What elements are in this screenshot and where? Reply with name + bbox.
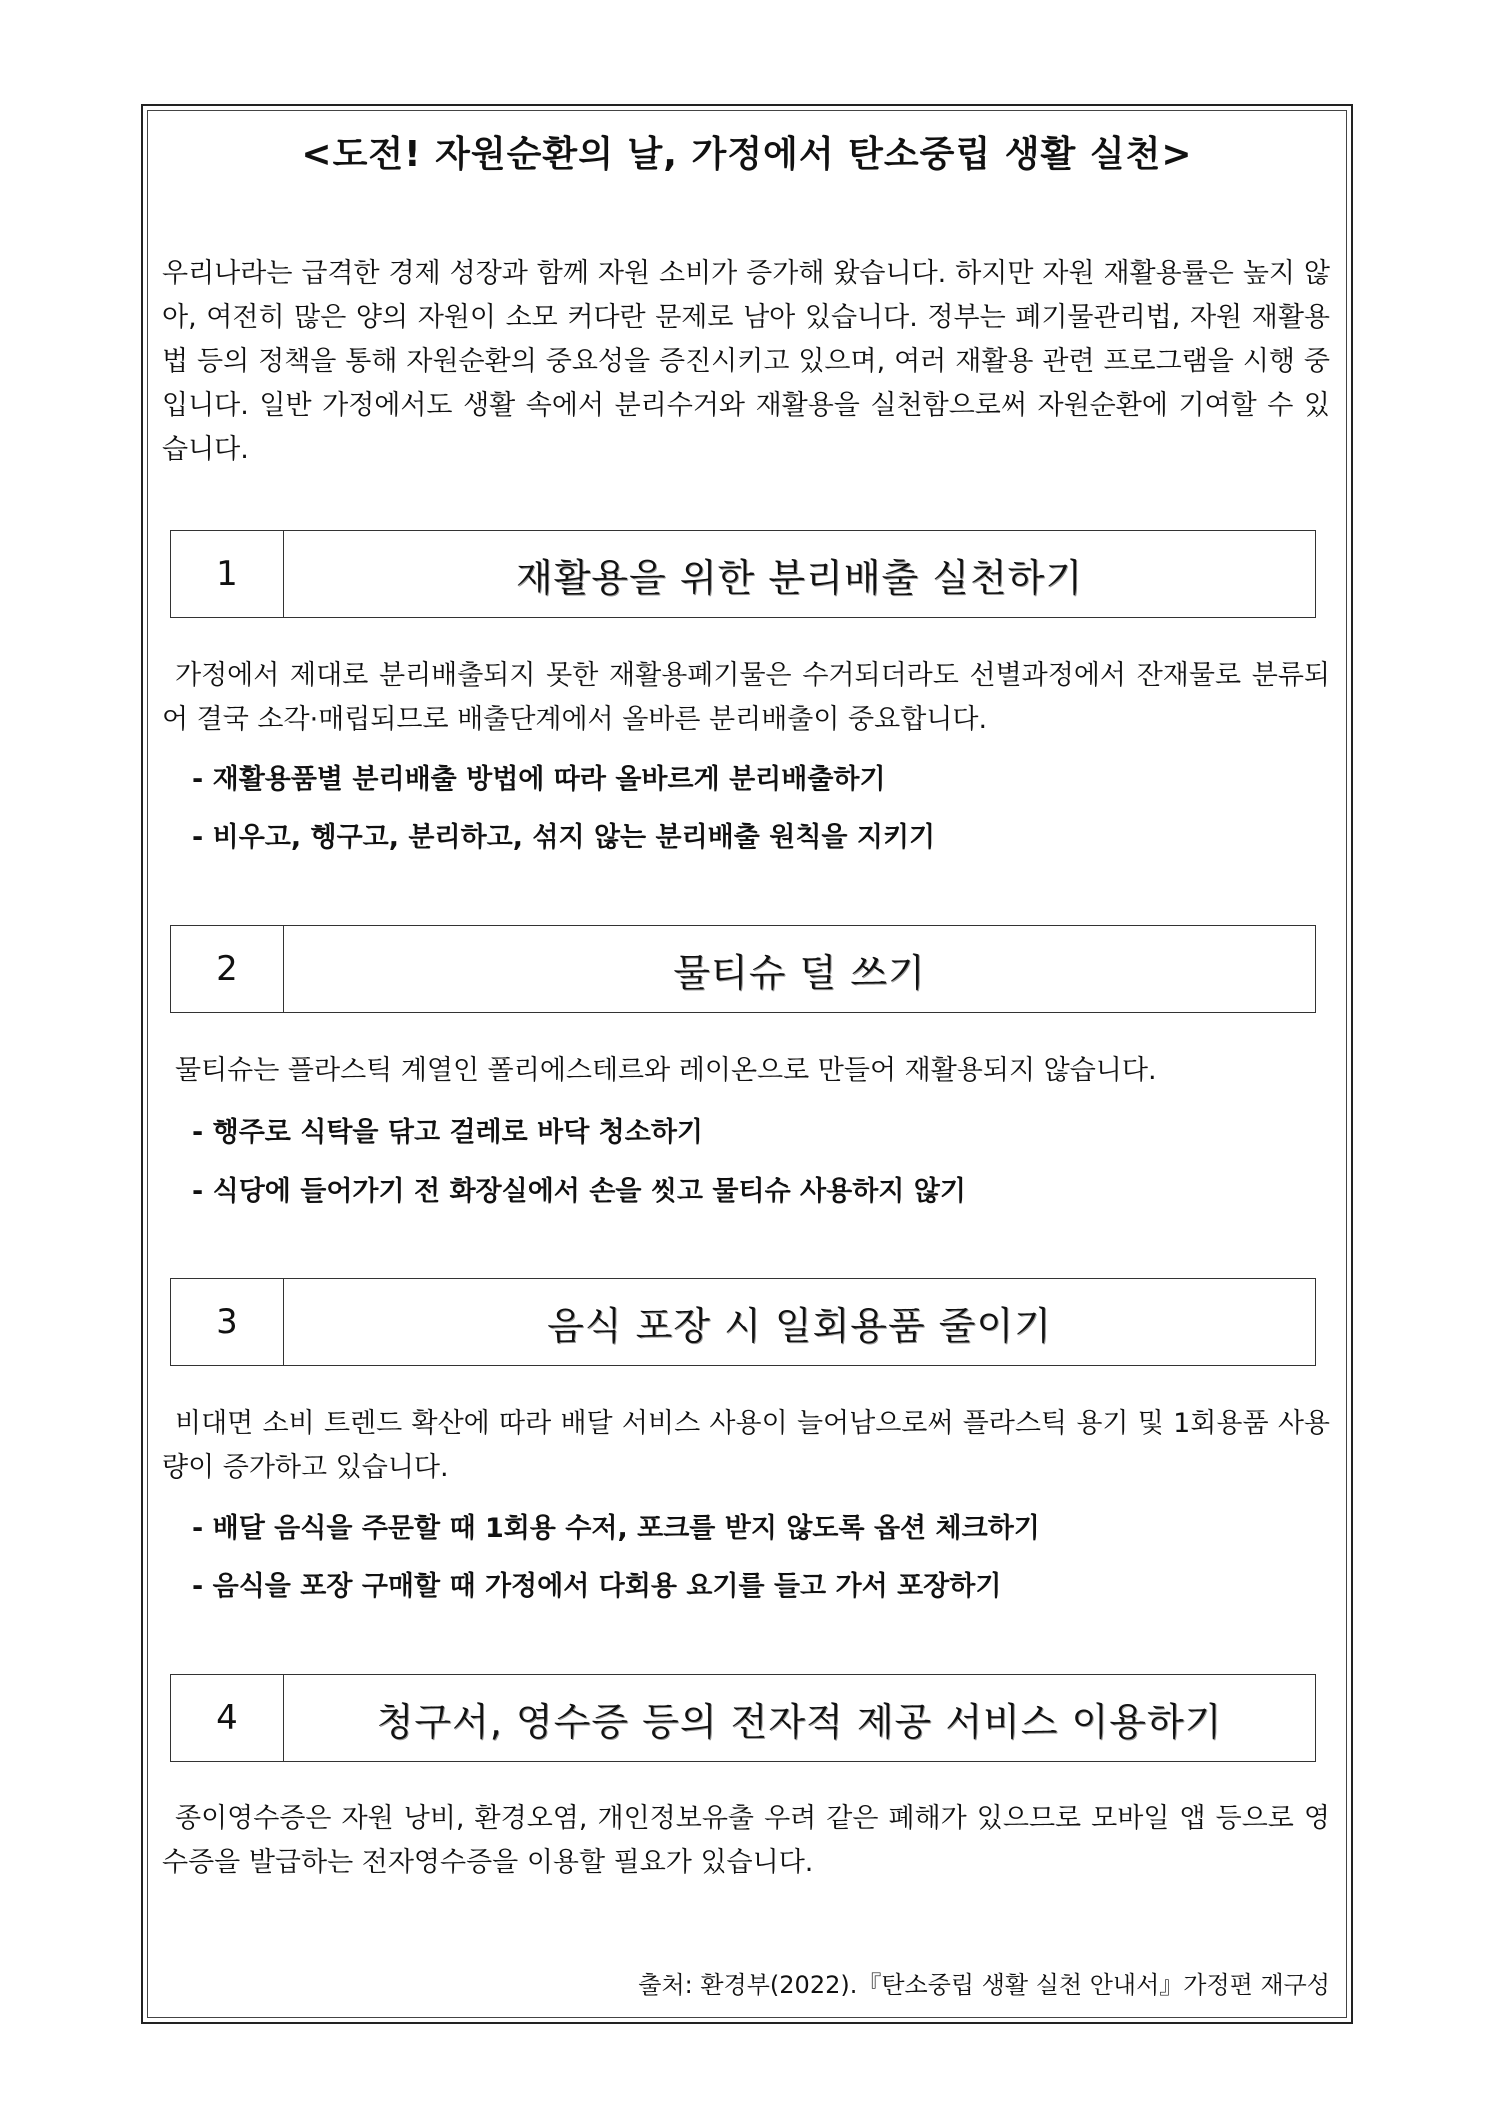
section-description-4: 종이영수증은 자원 낭비, 환경오염, 개인정보유출 우려 같은 폐해가 있으므로 모바일 앱 등으로 영수증을 발급하는 전자영수증을 이용할 필요가 있습니다.: [162, 1803, 1330, 1878]
section-description-3: 비대면 소비 트렌드 확산에 따라 배달 서비스 사용이 늘어남으로써 플라스틱 용기 및 1회용품 사용량이 증가하고 있습니다.: [162, 1408, 1330, 1483]
section-header-1: [170, 530, 1316, 618]
section-description-2: 물티슈는 플라스틱 계열인 폴리에스테르와 레이온으로 만들어 재활용되지 않습니다.: [175, 1055, 1157, 1086]
section-1-bullet-2: - 비우고, 헹구고, 분리하고, 섞지 않는 분리배출 원칙을 지키기: [192, 822, 936, 853]
section-number-4: 4: [171, 1675, 284, 1761]
section-title-3: 음식 포장 시 일회용품 줄이기: [547, 1303, 1052, 1348]
section-title-4: 청구서, 영수증 등의 전자적 제공 서비스 이용하기: [376, 1699, 1223, 1744]
section-1-bullet-1: - 재활용품별 분리배출 방법에 따라 올바르게 분리배출하기: [192, 764, 886, 795]
section-3-bullet-1: - 배달 음식을 주문할 때 1회용 수저, 포크를 받지 않도록 옵션 체크하기: [192, 1513, 1040, 1544]
page-title: <도전! 자원순환의 날, 가정에서 탄소중립 생활 실천>: [301, 134, 1193, 175]
section-header-3: [170, 1278, 1316, 1366]
source-citation: 출처: 환경부(2022).『탄소중립 생활 실천 안내서』가정편 재구성: [638, 1971, 1330, 1999]
section-2-bullet-1: - 행주로 식탁을 닦고 걸레로 바닥 청소하기: [192, 1117, 703, 1148]
section-title-1: 재활용을 위한 분리배출 실천하기: [515, 555, 1084, 600]
section-description-1: 가정에서 제대로 분리배출되지 못한 재활용폐기물은 수거되더라도 선별과정에서 잔재물로 분류되어 결국 소각·매립되므로 배출단계에서 올바른 분리배출이 중요합니다.: [162, 660, 1330, 735]
section-header-2: [170, 925, 1316, 1013]
section-2-bullet-2: - 식당에 들어가기 전 화장실에서 손을 씻고 물티슈 사용하지 않기: [192, 1176, 966, 1207]
section-3-bullet-2: - 음식을 포장 구매할 때 가정에서 다회용 요기를 들고 가서 포장하기: [192, 1571, 1002, 1602]
section-number-2: 2: [171, 926, 284, 1012]
section-number-1: 1: [171, 531, 284, 617]
section-header-4: [170, 1674, 1316, 1762]
section-number-3: 3: [171, 1279, 284, 1365]
section-title-2: 물티슈 덜 쓰기: [673, 950, 926, 995]
intro-paragraph: 우리나라는 급격한 경제 성장과 함께 자원 소비가 증가해 왔습니다. 하지만 자원 재활용률은 높지 않아, 여전히 많은 양의 자원이 소모 커다란 문제로 남아 있습니다. 정부는 폐기물관리법, 자원 재활용법 등의 정책을 통해 자원순환의 중요성을 증진시키고 있으며, 여러 재활용 관련 프로그램을 시행 중입니다. 일반 가정에서도 생활 속에서 분리수거와 재활용을 실천함으로써 자원순환에 기여할 수 있습니다.: [162, 258, 1330, 465]
